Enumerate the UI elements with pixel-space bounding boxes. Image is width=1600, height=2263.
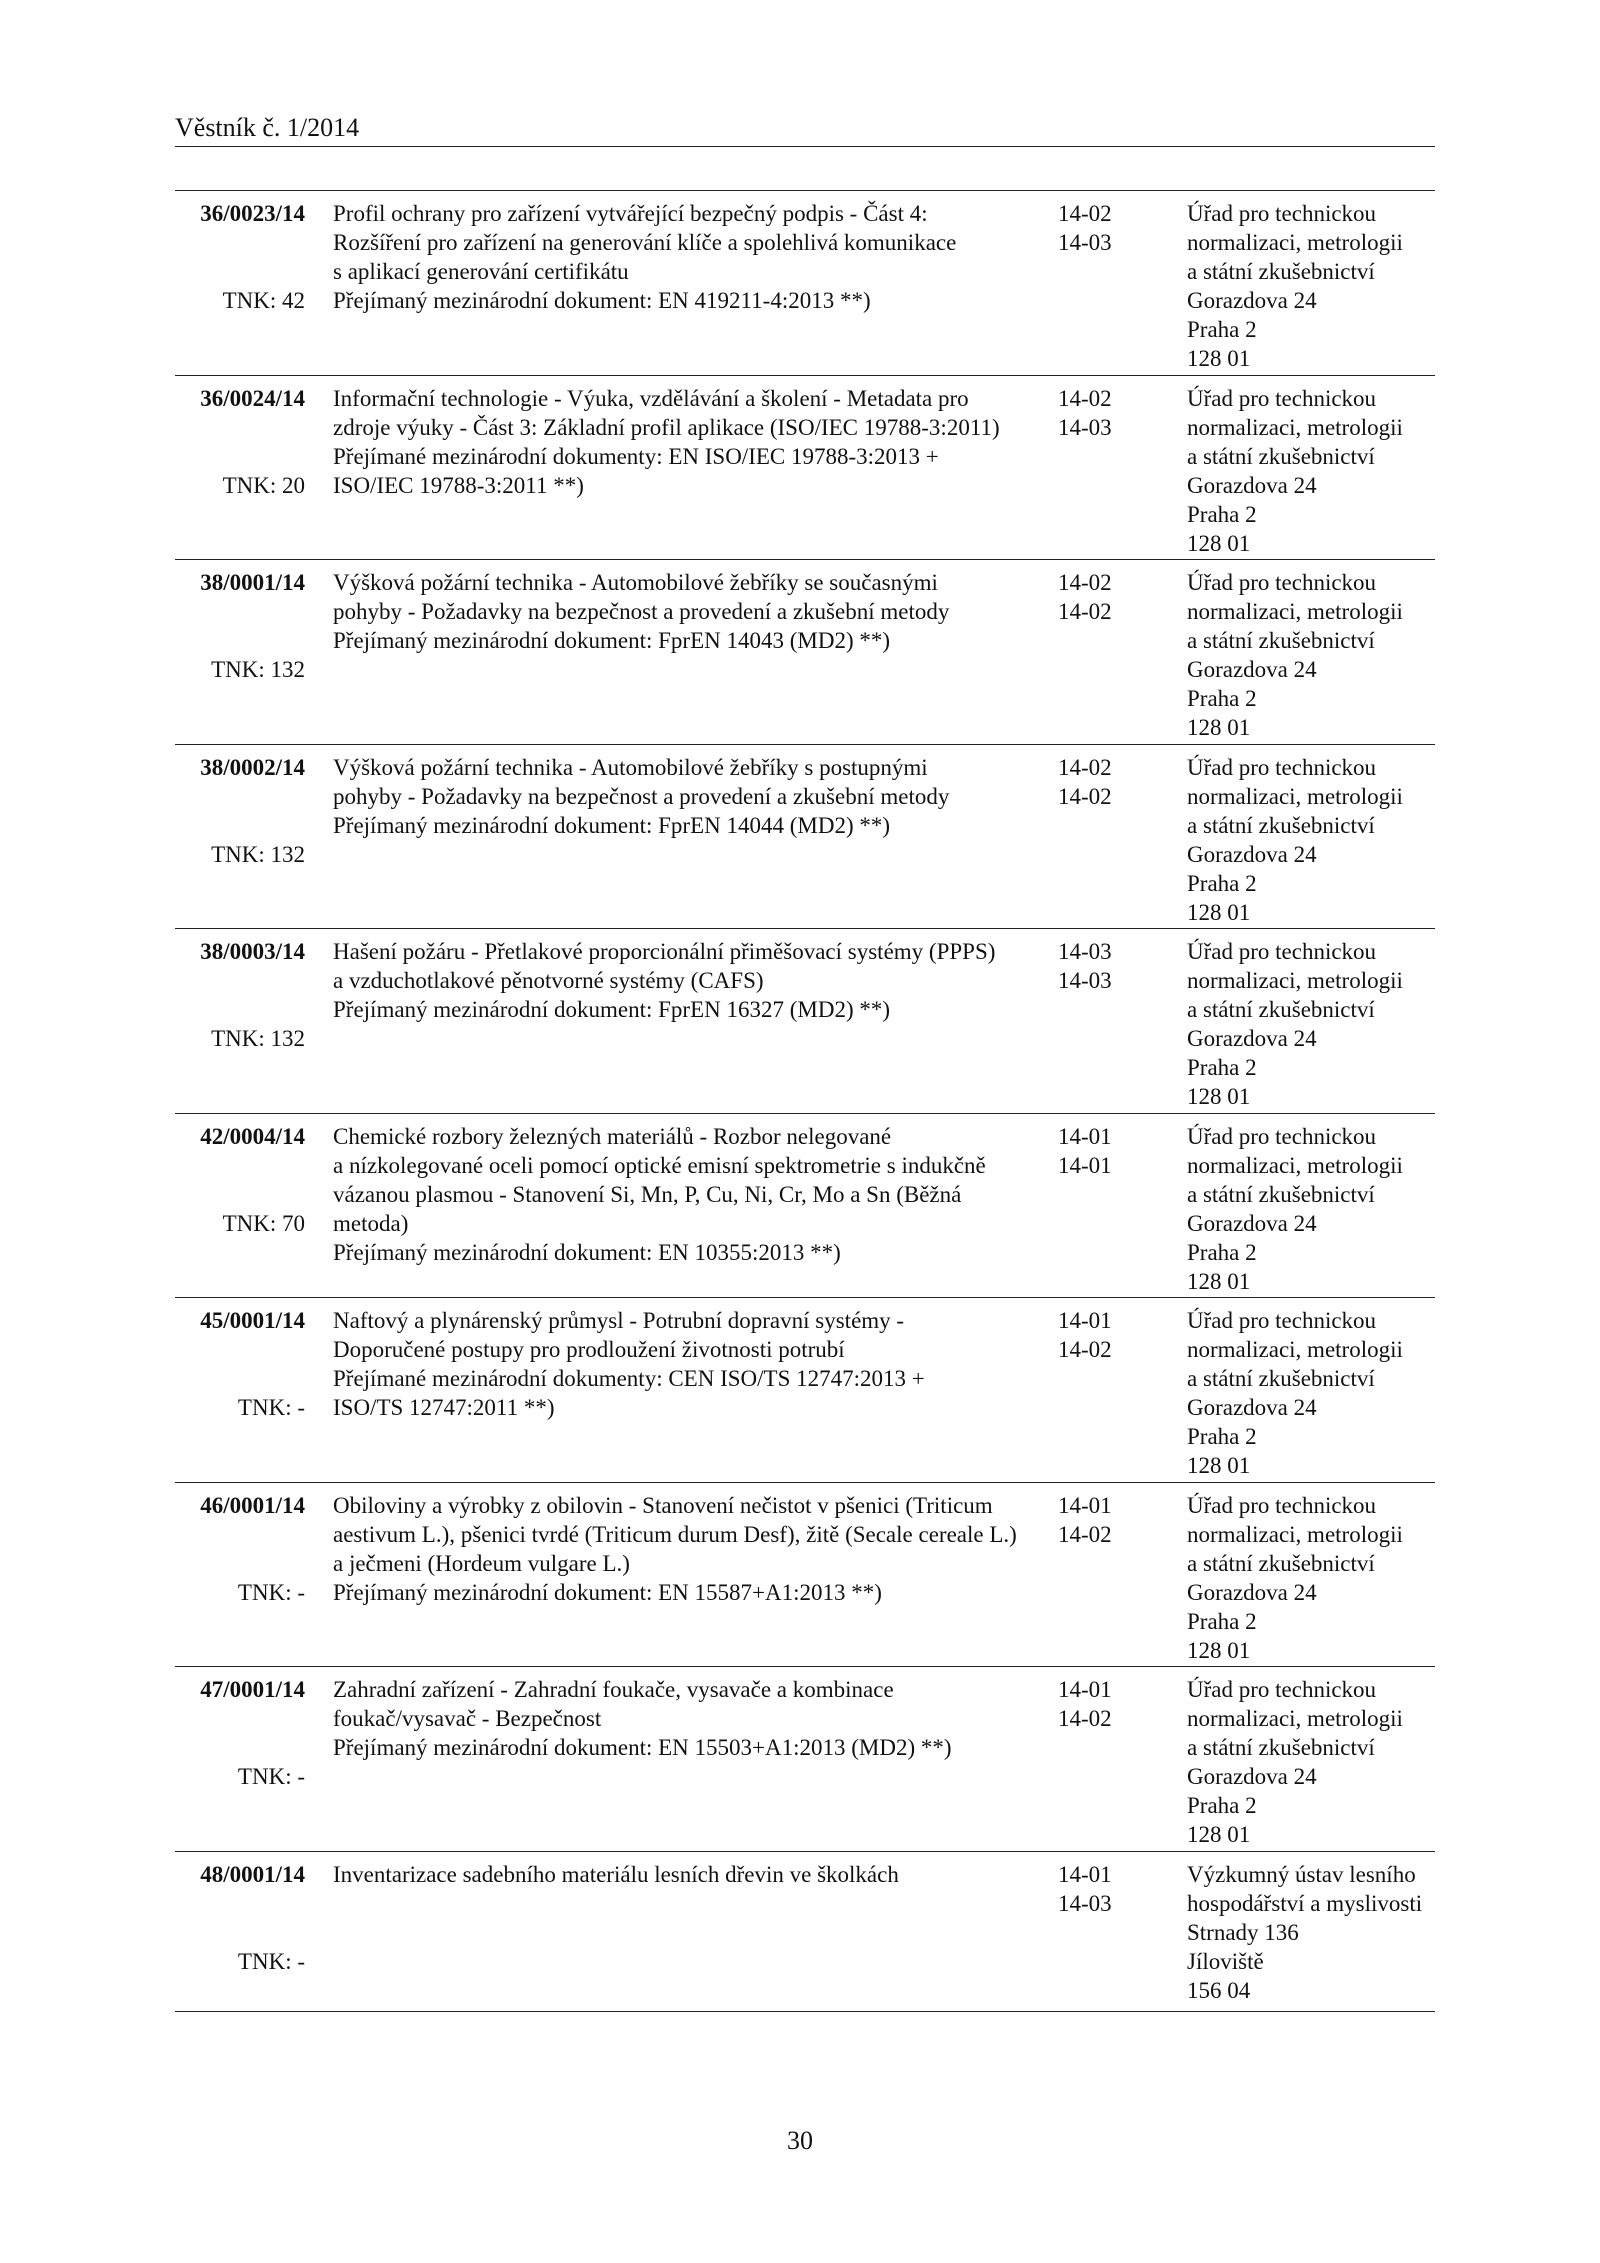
id-cell (175, 753, 305, 869)
title-cell (333, 1860, 1033, 1889)
title-line: ISO/IEC 19788-3:2011 **) (333, 472, 584, 498)
date-value: 14-01 (1058, 1152, 1112, 1178)
tnk-label: TNK: 132 (211, 657, 305, 682)
office-line: Úřad pro technickou (1187, 1677, 1377, 1702)
date-value: 14-01 (1058, 1308, 1112, 1333)
office-line: Gorazdova 24 (1187, 657, 1317, 682)
standard-code: 38/0002/14 (200, 754, 305, 780)
title-line: Přejímaný mezinárodní dokument: EN 15587+A1:2013 **) (333, 1579, 882, 1605)
title-cell (333, 1306, 1033, 1422)
office-cell (1187, 1491, 1435, 1665)
office-line: normalizaci, metrologii (1187, 1337, 1403, 1362)
office-line: Úřad pro technickou (1187, 385, 1377, 411)
office-line: a státní zkušebnictví (1187, 1181, 1375, 1207)
office-line: Gorazdova 24 (1187, 1395, 1317, 1420)
title-line: Přejímaný mezinárodní dokument: EN 10355:2013 **) (333, 1239, 841, 1265)
id-cell (175, 384, 305, 500)
office-line: normalizaci, metrologii (1187, 599, 1403, 624)
office-line: 128 01 (1187, 1637, 1251, 1663)
table-row (175, 1667, 1435, 1852)
id-cell (175, 199, 305, 315)
title-line: Informační technologie - Výuka, vzdělávání a školení - Metadata pro (333, 385, 969, 411)
title-line: foukač/vysavač - Bezpečnost (333, 1706, 602, 1731)
dates-cell (1058, 1122, 1138, 1180)
office-line: 128 01 (1187, 1268, 1251, 1294)
date-value: 14-02 (1058, 385, 1112, 411)
title-line: Chemické rozbory železných materiálů - Rozbor nelegované (333, 1123, 892, 1149)
title-cell (333, 1122, 1033, 1267)
tnk-label: TNK: 20 (222, 472, 305, 498)
title-line: Obiloviny a výrobky z obilovin - Stanovení nečistot v pšenici (Triticum (333, 1492, 993, 1518)
office-line: Gorazdova 24 (1187, 1026, 1317, 1051)
standard-code: 38/0001/14 (200, 570, 305, 595)
office-line: Úřad pro technickou (1187, 1492, 1377, 1518)
title-cell (333, 937, 1033, 1024)
date-value: 14-02 (1058, 599, 1112, 624)
header-rule (175, 146, 1435, 147)
office-line: Praha 2 (1187, 1424, 1257, 1449)
title-line: Přejímaný mezinárodní dokument: FprEN 14043 (MD2) **) (333, 628, 891, 653)
page-header: Věstník č. 1/2014 (175, 113, 360, 142)
title-line: Zahradní zařízení - Zahradní foukače, vysavače a kombinace (333, 1677, 894, 1702)
office-line: Praha 2 (1187, 870, 1257, 896)
dates-cell (1058, 1675, 1138, 1733)
table-row (175, 1114, 1435, 1299)
office-cell (1187, 384, 1435, 558)
date-value: 14-02 (1058, 1337, 1112, 1362)
tnk-label: TNK: 132 (211, 841, 305, 867)
tnk-label: TNK: 132 (211, 1026, 305, 1051)
dates-cell (1058, 937, 1138, 995)
date-value: 14-03 (1058, 939, 1112, 964)
office-cell (1187, 568, 1435, 742)
date-value: 14-02 (1058, 201, 1112, 226)
standard-code: 42/0004/14 (200, 1123, 305, 1149)
standard-code: 47/0001/14 (200, 1677, 305, 1702)
office-cell (1187, 1860, 1435, 2005)
title-line: aestivum L.), pšenici tvrdé (Triticum durum Desf), žitě (Secale cereale L.) (333, 1521, 1017, 1547)
page-number: 30 (787, 2126, 813, 2155)
office-line: a státní zkušebnictví (1187, 443, 1375, 469)
office-line: Úřad pro technickou (1187, 1308, 1377, 1333)
office-line: Výzkumný ústav lesního (1187, 1861, 1416, 1887)
title-cell (333, 1491, 1033, 1607)
table-row (175, 191, 1435, 376)
dates-cell (1058, 568, 1138, 626)
office-line: 128 01 (1187, 346, 1251, 371)
title-line: Přejímaný mezinárodní dokument: FprEN 16327 (MD2) **) (333, 997, 891, 1022)
office-cell (1187, 1122, 1435, 1296)
table-row (175, 929, 1435, 1114)
id-cell (175, 1860, 305, 1976)
table-row (175, 1852, 1435, 2012)
table-row (175, 376, 1435, 561)
tnk-label: TNK: 42 (222, 288, 305, 313)
title-line: pohyby - Požadavky na bezpečnost a provedení a zkušební metody (333, 599, 950, 624)
standard-code: 38/0003/14 (200, 939, 305, 964)
title-line: a nízkolegované oceli pomocí optické emisní spektrometrie s indukčně (333, 1152, 986, 1178)
date-value: 14-02 (1058, 783, 1112, 809)
office-line: Úřad pro technickou (1187, 754, 1377, 780)
date-value: 14-02 (1058, 754, 1112, 780)
title-line: a ječmeni (Hordeum vulgare L.) (333, 1550, 630, 1576)
office-line: 156 04 (1187, 1977, 1251, 2003)
office-line: Praha 2 (1187, 317, 1257, 342)
tnk-label: TNK: - (237, 1764, 305, 1789)
title-cell (333, 384, 1033, 500)
date-value: 14-03 (1058, 230, 1112, 255)
office-line: Jíloviště (1187, 1948, 1264, 1974)
office-line: a státní zkušebnictví (1187, 997, 1375, 1022)
office-line: normalizaci, metrologii (1187, 414, 1403, 440)
office-line: 128 01 (1187, 1084, 1251, 1109)
tnk-label: TNK: - (237, 1395, 305, 1420)
office-line: a státní zkušebnictví (1187, 259, 1375, 284)
title-line: Přejímaný mezinárodní dokument: EN 419211-4:2013 **) (333, 288, 871, 313)
office-line: Gorazdova 24 (1187, 288, 1317, 313)
office-line: Úřad pro technickou (1187, 1123, 1377, 1149)
office-line: normalizaci, metrologii (1187, 1706, 1403, 1731)
tnk-label: TNK: - (237, 1948, 305, 1974)
table-row (175, 1298, 1435, 1483)
title-line: ISO/TS 12747:2011 **) (333, 1395, 555, 1420)
office-line: normalizaci, metrologii (1187, 1521, 1403, 1547)
office-line: Praha 2 (1187, 1055, 1257, 1080)
office-line: normalizaci, metrologii (1187, 968, 1403, 993)
table-row (175, 1483, 1435, 1668)
office-line: Úřad pro technickou (1187, 939, 1377, 964)
title-line: Přejímaný mezinárodní dokument: EN 15503+A1:2013 (MD2) **) (333, 1735, 952, 1760)
standards-table (175, 190, 1435, 2012)
office-line: a státní zkušebnictví (1187, 1550, 1375, 1576)
office-line: normalizaci, metrologii (1187, 1152, 1403, 1178)
date-value: 14-03 (1058, 1890, 1112, 1916)
office-cell (1187, 199, 1435, 373)
title-line: Inventarizace sadebního materiálu lesních dřevin ve školkách (333, 1861, 899, 1887)
title-line: Rozšíření pro zařízení na generování klíče a spolehlivá komunikace (333, 230, 957, 255)
dates-cell (1058, 384, 1138, 442)
title-line: Hašení požáru - Přetlakové proporcionální přiměšovací systémy (PPPS) (333, 939, 996, 964)
office-line: Strnady 136 (1187, 1919, 1299, 1945)
date-value: 14-01 (1058, 1677, 1112, 1702)
title-cell (333, 568, 1033, 655)
id-cell (175, 568, 305, 684)
title-line: vázanou plasmou - Stanovení Si, Mn, P, Cu, Ni, Cr, Mo a Sn (Běžná (333, 1181, 962, 1207)
standard-code: 46/0001/14 (200, 1492, 305, 1518)
office-line: 128 01 (1187, 715, 1251, 740)
standard-code: 48/0001/14 (200, 1861, 305, 1887)
title-line: zdroje výuky - Část 3: Základní profil aplikace (ISO/IEC 19788-3:2011) (333, 414, 1000, 440)
office-line: Úřad pro technickou (1187, 570, 1377, 595)
dates-cell (1058, 753, 1138, 811)
id-cell (175, 937, 305, 1053)
title-line: Přejímané mezinárodní dokumenty: CEN ISO/TS 12747:2013 + (333, 1366, 925, 1391)
office-line: normalizaci, metrologii (1187, 783, 1403, 809)
title-line: Profil ochrany pro zařízení vytvářející bezpečný podpis - Část 4: (333, 201, 928, 226)
standard-code: 36/0024/14 (200, 385, 305, 411)
office-line: Gorazdova 24 (1187, 1210, 1317, 1236)
tnk-label: TNK: 70 (222, 1210, 305, 1236)
office-cell (1187, 1675, 1435, 1849)
title-cell (333, 1675, 1033, 1762)
office-line: a státní zkušebnictví (1187, 1366, 1375, 1391)
office-line: 128 01 (1187, 1822, 1251, 1847)
dates-cell (1058, 1860, 1138, 1918)
office-line: 128 01 (1187, 899, 1251, 925)
office-line: Praha 2 (1187, 1793, 1257, 1818)
office-line: Gorazdova 24 (1187, 1764, 1317, 1789)
title-line: a vzduchotlakové pěnotvorné systémy (CAFS) (333, 968, 764, 993)
office-line: Praha 2 (1187, 1239, 1257, 1265)
title-line: Přejímaný mezinárodní dokument: FprEN 14044 (MD2) **) (333, 812, 891, 838)
office-line: Gorazdova 24 (1187, 1579, 1317, 1605)
id-cell (175, 1675, 305, 1791)
standard-code: 36/0023/14 (200, 201, 305, 226)
date-value: 14-01 (1058, 1123, 1112, 1149)
dates-cell (1058, 1306, 1138, 1364)
dates-cell (1058, 199, 1138, 257)
office-line: Úřad pro technickou (1187, 201, 1377, 226)
title-line: Výšková požární technika - Automobilové žebříky s postupnými (333, 754, 928, 780)
office-cell (1187, 937, 1435, 1111)
office-line: hospodářství a myslivosti (1187, 1890, 1423, 1916)
table-row (175, 560, 1435, 745)
dates-cell (1058, 1491, 1138, 1549)
office-line: Gorazdova 24 (1187, 472, 1317, 498)
office-line: 128 01 (1187, 1453, 1251, 1478)
office-line: Gorazdova 24 (1187, 841, 1317, 867)
office-line: 128 01 (1187, 530, 1251, 556)
standard-code: 45/0001/14 (200, 1308, 305, 1333)
title-line: Doporučené postupy pro prodloužení životnosti potrubí (333, 1337, 845, 1362)
id-cell (175, 1122, 305, 1238)
date-value: 14-02 (1058, 1521, 1112, 1547)
office-line: a státní zkušebnictví (1187, 628, 1375, 653)
office-cell (1187, 1306, 1435, 1480)
title-line: Přejímané mezinárodní dokumenty: EN ISO/IEC 19788-3:2013 + (333, 443, 939, 469)
office-line: a státní zkušebnictví (1187, 1735, 1375, 1760)
id-cell (175, 1306, 305, 1422)
office-cell (1187, 753, 1435, 927)
title-cell (333, 753, 1033, 840)
date-value: 14-03 (1058, 414, 1112, 440)
table-row (175, 745, 1435, 930)
office-line: a státní zkušebnictví (1187, 812, 1375, 838)
date-value: 14-01 (1058, 1492, 1112, 1518)
date-value: 14-03 (1058, 968, 1112, 993)
title-line: metoda) (333, 1210, 409, 1236)
date-value: 14-02 (1058, 1706, 1112, 1731)
date-value: 14-01 (1058, 1861, 1112, 1887)
office-line: normalizaci, metrologii (1187, 230, 1403, 255)
title-line: Výšková požární technika - Automobilové žebříky se současnými (333, 570, 938, 595)
title-cell (333, 199, 1033, 315)
office-line: Praha 2 (1187, 686, 1257, 711)
office-line: Praha 2 (1187, 1608, 1257, 1634)
id-cell (175, 1491, 305, 1607)
title-line: Naftový a plynárenský průmysl - Potrubní dopravní systémy - (333, 1308, 905, 1333)
title-line: pohyby - Požadavky na bezpečnost a provedení a zkušební metody (333, 783, 950, 809)
date-value: 14-02 (1058, 570, 1112, 595)
title-line: s aplikací generování certifikátu (333, 259, 629, 284)
tnk-label: TNK: - (237, 1579, 305, 1605)
office-line: Praha 2 (1187, 501, 1257, 527)
